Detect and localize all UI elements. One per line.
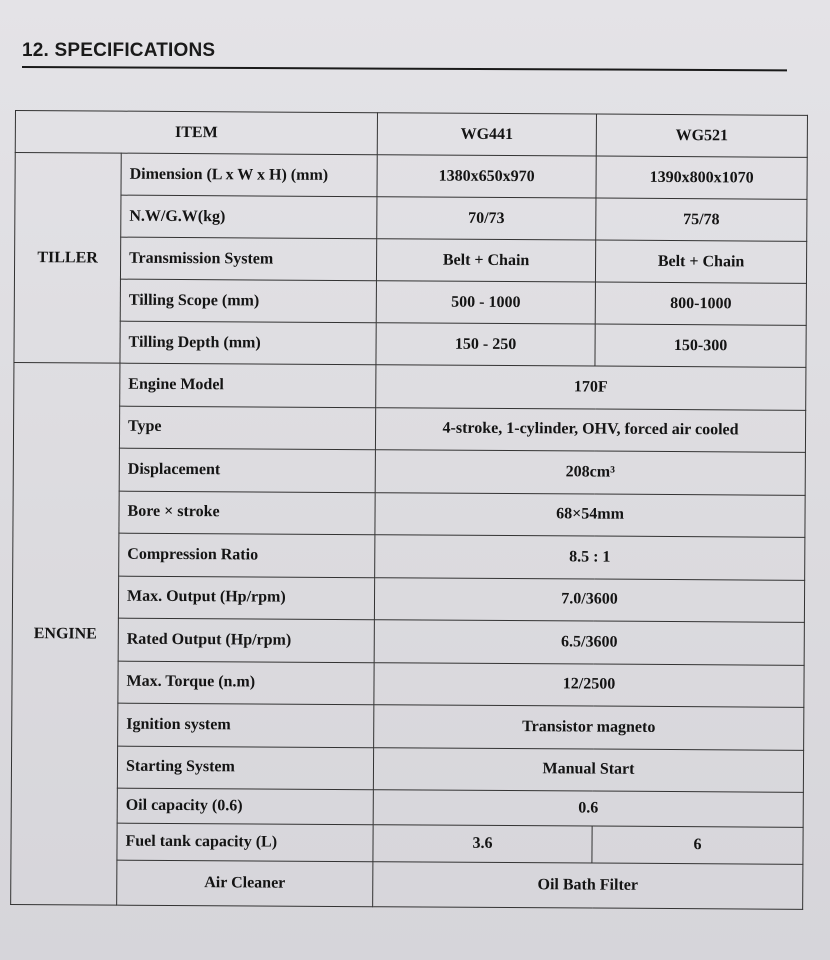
table-row <box>12 575 804 622</box>
table-row <box>13 447 805 494</box>
table-header-row <box>15 111 807 158</box>
table-row <box>15 153 807 200</box>
shared-value: 8.5 : 1 <box>375 535 805 580</box>
row-label: Max. Output (Hp/rpm) <box>118 576 374 620</box>
wg441-value: 3.6 <box>373 825 592 863</box>
header-model-wg521: WG521 <box>596 114 807 157</box>
shared-value: 0.6 <box>373 790 803 828</box>
wg441-value: 500 - 1000 <box>376 281 595 324</box>
row-label: Transmission System <box>120 237 376 281</box>
row-label: Fuel tank capacity (L) <box>117 823 373 862</box>
wg441-value: 150 - 250 <box>376 323 595 366</box>
row-label: Oil capacity (0.6) <box>117 788 373 825</box>
shared-value: Transistor magneto <box>374 705 804 750</box>
table-row <box>14 278 806 325</box>
table-row <box>11 859 803 909</box>
table-row <box>11 787 803 827</box>
row-label: Type <box>119 406 375 450</box>
row-label: Compression Ratio <box>119 533 375 577</box>
wg521-value: 1390x800x1070 <box>596 156 807 199</box>
shared-value: 12/2500 <box>374 662 804 707</box>
row-label: N.W/G.W(kg) <box>121 195 377 239</box>
table-row <box>11 822 803 864</box>
title-underline <box>22 66 787 71</box>
row-label: Engine Model <box>120 363 376 407</box>
wg441-value: Belt + Chain <box>376 239 595 282</box>
header-item: ITEM <box>15 111 377 155</box>
row-label: Ignition system <box>118 703 374 747</box>
wg521-value: 75/78 <box>596 198 807 241</box>
wg521-value: 150-300 <box>595 324 806 367</box>
shared-value: Manual Start <box>373 747 803 792</box>
row-label: Max. Torque (n.m) <box>118 661 374 705</box>
table-row <box>12 617 804 664</box>
table-row <box>13 532 805 579</box>
row-label: Tilling Scope (mm) <box>120 279 376 323</box>
row-label: Starting System <box>117 746 373 790</box>
header-model-wg441: WG441 <box>377 113 596 156</box>
table-row <box>14 320 806 367</box>
row-label: Dimension (L x W x H) (mm) <box>121 153 377 197</box>
wg441-value: 1380x650x970 <box>377 155 596 198</box>
row-label: Displacement <box>119 448 375 492</box>
row-label: Air Cleaner <box>117 860 373 907</box>
wg521-value: 800-1000 <box>595 282 806 325</box>
shared-value: 4-stroke, 1-cylinder, OHV, forced air cooled <box>375 407 805 452</box>
row-label: Tilling Depth (mm) <box>120 321 376 365</box>
table-row <box>15 195 807 242</box>
shared-value: 208cm³ <box>375 450 805 495</box>
wg521-value: 6 <box>592 826 803 864</box>
table-row <box>12 660 804 707</box>
group-label-engine: ENGINE <box>11 362 120 905</box>
table-row <box>11 745 803 792</box>
shared-value: 6.5/3600 <box>374 620 804 665</box>
specifications-table <box>10 110 808 910</box>
table-row <box>13 490 805 537</box>
wg441-value: 70/73 <box>377 197 596 240</box>
table-row <box>13 405 805 452</box>
shared-value: 68×54mm <box>375 492 805 537</box>
table-row <box>12 702 804 749</box>
shared-value: 7.0/3600 <box>374 577 804 622</box>
section-title: 12. SPECIFICATIONS <box>22 40 216 61</box>
table-row <box>14 362 806 409</box>
row-label: Rated Output (Hp/rpm) <box>118 618 374 662</box>
wg521-value: Belt + Chain <box>595 240 806 283</box>
table-row <box>14 237 806 284</box>
shared-value: 170F <box>376 365 806 410</box>
group-label-tiller: TILLER <box>14 153 121 364</box>
row-label: Bore × stroke <box>119 491 375 535</box>
shared-value: Oil Bath Filter <box>373 862 803 910</box>
